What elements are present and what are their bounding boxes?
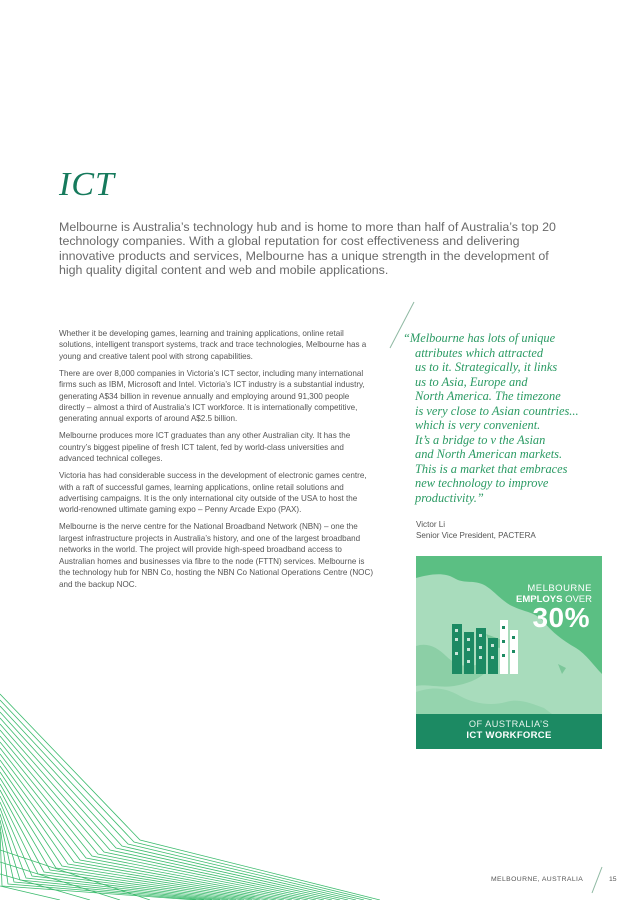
- quote-author-role: Senior Vice President, PACTERA: [416, 531, 536, 540]
- stat-label-employs-bold: EMPLOYS: [515, 594, 563, 605]
- quote-line: attributes which attracted: [415, 345, 544, 360]
- quote-line: North America. The timezone: [415, 389, 561, 404]
- stat-label-top: MELBOURNE: [527, 583, 592, 594]
- stat-label-workforce: ICT WORKFORCE: [466, 730, 552, 741]
- quote-line: new technology to improve: [415, 476, 549, 491]
- footer-divider-slash: [590, 866, 604, 894]
- body-paragraph: Whether it be developing games, learning and training applications, online retail solutions, intelligent transport systems, track and trace technologies, Melbourne has a young and creative talent pool with strong capabilities.: [59, 329, 367, 361]
- stat-value: 30%: [532, 602, 590, 633]
- quote-line: This is a market that embraces: [415, 461, 568, 476]
- quote-line: productivity.”: [415, 491, 484, 506]
- pull-quote: [403, 331, 608, 506]
- stat-label-of-australia: OF AUSTRALIA’S: [468, 719, 550, 729]
- quote-line: “Melbourne has lots of unique: [403, 331, 556, 345]
- footer-label: MELBOURNE, AUSTRALIA: [491, 876, 584, 883]
- quote-line: us to Asia, Europe and: [415, 374, 528, 389]
- body-paragraph: Melbourne produces more ICT graduates than any other Australian city. It has the country’s biggest pipeline of fresh ICT talent, fed by world-class universities and advanced technical colleges.: [59, 431, 351, 464]
- quote-line: us to it. Strategically, it links: [415, 360, 558, 375]
- body-column: [59, 328, 375, 596]
- body-paragraph: There are over 8,000 companies in Victoria’s ICT sector, including many international firms such as IBM, Microsoft and Intel. Victoria’s ICT industry is a substantial industry, generating A$34 billion in revenue annually and employing around 91,300 people directly – almost a third of Australia’s ICT workforce. It is internationally competitive, generating annual exports of around A$2.5 billion.: [59, 368, 365, 424]
- stat-infographic: [416, 556, 602, 749]
- body-paragraph: Victoria has had considerable success in the development of electronic games centre, with a raft of successful games, learning applications, online retail solutions and advertising campaigns. It is the only international city outside of the USA to host the world-renowned ultimate gaming expo – Penny Arcade Expo (PAX).: [59, 471, 367, 515]
- quote-author: Victor Li: [416, 520, 446, 529]
- line-pattern-decoration: [0, 690, 380, 900]
- quote-line: is very close to Asian countries...: [415, 403, 579, 418]
- quote-line: and North American markets.: [415, 447, 563, 462]
- stat-label-over: OVER: [562, 594, 592, 605]
- body-paragraph: Melbourne is the nerve centre for the National Broadband Network (NBN) – one the largest infrastructure projects in Australia’s history, and one of the largest broadband networks in the world. The project will provide high-speed broadband access to Australian homes and businesses via fibre to the node (FTTN) services. Melbourne is the technology hub for NBN Co, hosting the NBN Co National Operations Centre (NOC) and the backup NOC.: [59, 522, 374, 589]
- page-number: 15: [609, 876, 617, 883]
- quote-line: It’s a bridge to v the Asian: [415, 432, 546, 447]
- quote-line: which is very convenient.: [415, 418, 541, 433]
- page-title: ICT: [59, 166, 115, 203]
- intro-paragraph: Melbourne is Australia’s technology hub and is home to more than half of Australia’s top 20 technology companies. With a global reputation for cost effectiveness and delivering innovative products and services, Melbourne has a unique strength in the development of high quality digital content and web and mobile applications.: [59, 220, 556, 278]
